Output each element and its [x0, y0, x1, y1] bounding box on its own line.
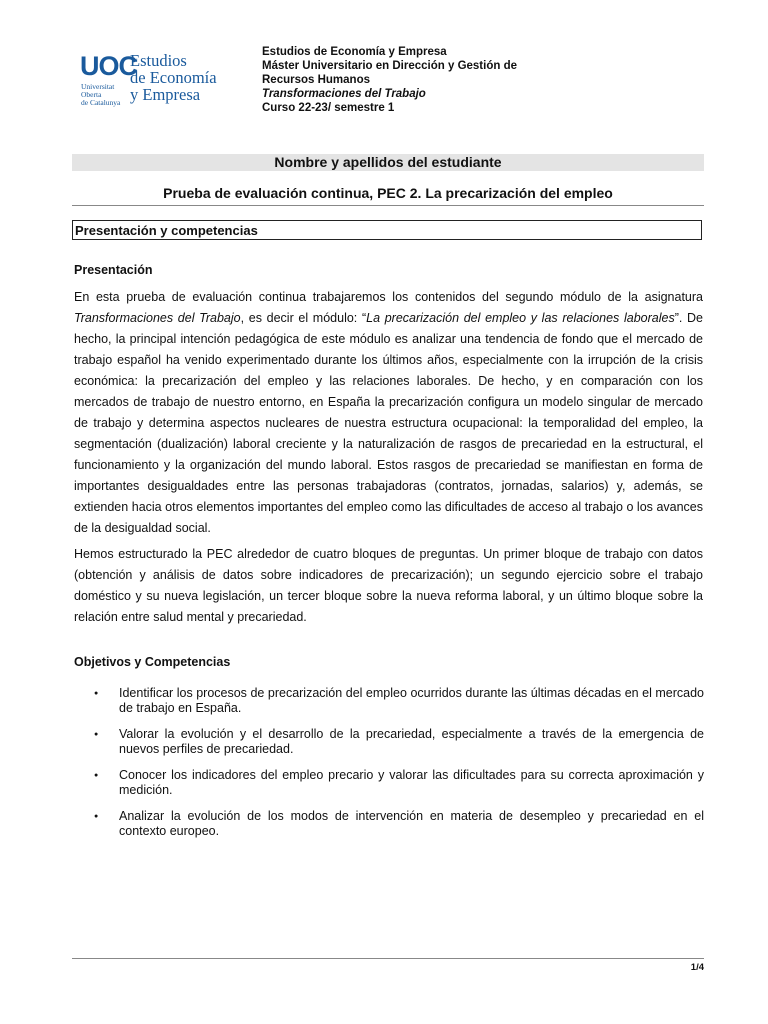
- master-name: Máster Universitario en Dirección y Gestión de: [262, 60, 517, 72]
- list-item: ● Identificar los procesos de precarización del empleo ocurridos durante las últimas décadas en el mercado de trabajo en España.: [74, 686, 704, 716]
- faculty-name: Estudios de Economía y Empresa: [262, 46, 447, 58]
- objectives-heading: Objetivos y Competencias: [74, 655, 231, 669]
- uoc-sub-line: Universitat: [81, 82, 115, 91]
- list-item: ● Valorar la evolución y el desarrollo de la precariedad, especialmente a través de la emergencia de nuevos perfiles de precariedad.: [74, 727, 704, 757]
- subject-name: Transformaciones del Trabajo: [262, 88, 426, 100]
- studies-line: de Economía: [130, 68, 217, 87]
- studies-logo-text: [130, 52, 217, 103]
- presentation-paragraph-2: Hemos estructurado la PEC alrededor de cuatro bloques de preguntas. Un primer bloque de trabajo con datos (obtención y análisis de datos sobre indicadores de precarización); un segundo ejercicio sobre el trabajo doméstico y su nueva legislación, un tercer bloque sobre la nueva reforma laboral, y un último bloque sobre la relación entre salud mental y precariedad.: [74, 547, 703, 624]
- pec-title: Prueba de evaluación continua, PEC 2. La precarización del empleo: [163, 185, 613, 201]
- footer-divider: [72, 958, 704, 959]
- master-name-cont: Recursos Humanos: [262, 74, 371, 86]
- list-item: ● Analizar la evolución de los modos de intervención en materia de desempleo y precariedad en el contexto europeo.: [74, 809, 704, 839]
- subject-italic: Transformaciones del Trabajo: [74, 311, 241, 325]
- module-title-italic: La precarización del empleo y las relaciones laborales: [366, 311, 675, 325]
- course-term: Curso 22-23/ semestre 1: [262, 102, 395, 114]
- section-heading: Presentación y competencias: [72, 220, 702, 240]
- text-run: , es decir el módulo: “: [240, 311, 367, 325]
- studies-line: Estudios: [130, 51, 187, 70]
- uoc-sub-line: Oberta: [81, 90, 102, 99]
- course-header: [262, 45, 517, 115]
- objectives-list: [74, 686, 704, 850]
- list-item: ● Conocer los indicadores del empleo precario y valorar las dificultades para su correcta aproximación y medición.: [74, 768, 704, 798]
- uoc-sub-line: de Catalunya: [81, 98, 121, 107]
- student-name-field[interactable]: Nombre y apellidos del estudiante: [72, 154, 704, 171]
- uoc-logo-subtitle: [81, 83, 120, 107]
- uoc-logo-mark: UOC: [80, 51, 137, 81]
- presentation-heading: Presentación: [74, 263, 153, 277]
- title-divider: [72, 205, 704, 206]
- text-run: En esta prueba de evaluación continua trabajaremos los contenidos del segundo módulo de la asignatura: [74, 290, 703, 304]
- presentation-paragraph-1: [74, 287, 703, 539]
- page-number: 1/4: [690, 962, 704, 973]
- uoc-logo: [80, 49, 228, 115]
- text-run: ”. De hecho, la principal intención pedagógica de este módulo es analizar una tendencia de fondo que el mercado de trabajo español ha venido experimentado durante los últimos años, especialmente con la irrupción de la crisis económica: la precarización del empleo y las relaciones laborales. De hecho, y en comparación con los mercados de trabajo de nuestro entorno, en España la precarización configura un modelo singular de mercado de trabajo y determina aspectos nucleares de nuestra estructura ocupacional: la temporalidad del empleo, la segmentación (dualización) laboral creciente y la naturalización de rasgos de precariedad en la estructural, el funcionamiento y la organización del mundo laboral. Estos rasgos de precariedad se manifiestan en forma de importantes desigualdades entre las personas trabajadoras (contratos, jornadas, salarios) y, además, se extienden hacia otros elementos importantes del empleo como las dificultades de acceso al trabajo o los avances de la desigualdad social.: [74, 311, 704, 535]
- studies-line: y Empresa: [130, 85, 201, 104]
